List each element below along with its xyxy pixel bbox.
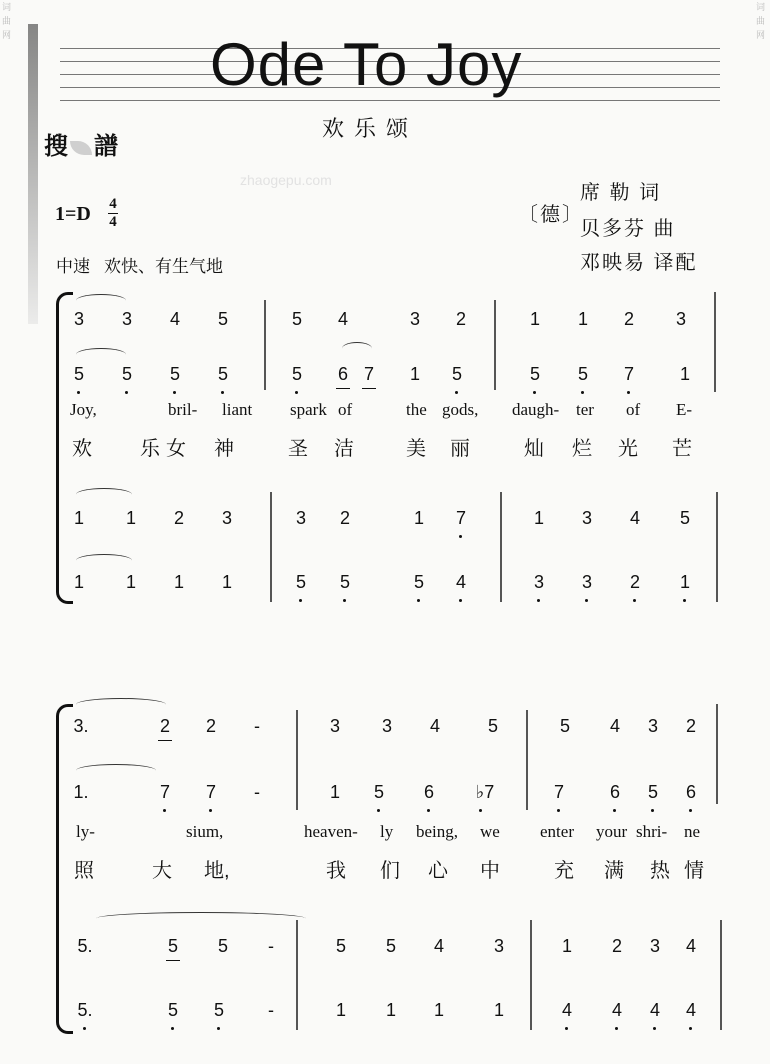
side-watermark-left: 词曲网 bbox=[2, 2, 12, 40]
note: 4 bbox=[629, 508, 640, 528]
lyric: ly- bbox=[76, 822, 95, 841]
system-2-row-4 bbox=[56, 1000, 722, 1030]
lyric: 美 bbox=[406, 438, 426, 460]
note: 5 bbox=[640, 782, 666, 803]
lyric: 心 bbox=[428, 860, 448, 882]
lyric: of bbox=[626, 400, 641, 419]
note: 2 bbox=[339, 508, 350, 528]
note: 1 bbox=[413, 508, 424, 528]
logo-left: 搜 bbox=[44, 133, 68, 160]
note: 5. bbox=[72, 1000, 98, 1021]
lyric: we bbox=[480, 822, 500, 841]
note: - bbox=[254, 716, 260, 736]
lyric: 我 bbox=[326, 860, 346, 882]
note: 7 bbox=[616, 364, 642, 385]
lyric: 欢 bbox=[72, 438, 92, 460]
note: 1 bbox=[577, 309, 588, 329]
note: 7 bbox=[152, 782, 178, 803]
note: 7 bbox=[198, 782, 224, 803]
note: 1 bbox=[409, 364, 420, 384]
site-logo bbox=[44, 126, 118, 161]
note: 6 bbox=[678, 782, 704, 803]
lyric: E- bbox=[676, 400, 693, 419]
note: 5 bbox=[162, 364, 188, 385]
lyric: gods, bbox=[442, 400, 479, 419]
lyric: 芒 bbox=[672, 438, 692, 460]
note: 4 bbox=[685, 936, 696, 956]
credit-origin: 〔德〕 bbox=[518, 204, 584, 226]
lyric: the bbox=[406, 400, 427, 419]
system-2 bbox=[56, 704, 722, 1034]
credit-translator: 邓映易 译配 bbox=[580, 252, 698, 274]
lyric: being, bbox=[416, 822, 459, 841]
note: 5 bbox=[114, 364, 140, 385]
note: 1 bbox=[561, 936, 572, 956]
lyric: 情 bbox=[684, 860, 704, 882]
lyric: Joy, bbox=[70, 400, 97, 419]
time-signature-bottom: 4 bbox=[109, 214, 117, 230]
lyric: 女 bbox=[166, 438, 186, 460]
note: 1 bbox=[529, 309, 540, 329]
note: 5 bbox=[284, 364, 310, 385]
note: 2 bbox=[152, 716, 178, 737]
credit-lyricist: 席 勒 词 bbox=[580, 182, 662, 204]
note: 5 bbox=[487, 716, 498, 736]
watermark: zhaogepu.com bbox=[240, 172, 332, 188]
note: 5 bbox=[406, 572, 432, 593]
tempo-speed: 中速 bbox=[56, 257, 90, 276]
slur bbox=[76, 554, 132, 567]
note: 5 bbox=[217, 309, 228, 329]
note: 2 bbox=[685, 716, 696, 736]
note: 6 bbox=[602, 782, 628, 803]
lyric: 丽 bbox=[450, 438, 470, 460]
note: 3 bbox=[121, 309, 132, 329]
lyric: heaven- bbox=[304, 822, 358, 841]
note: 4 bbox=[433, 936, 444, 956]
slur bbox=[76, 294, 126, 307]
song-title: Ode To Joy bbox=[210, 31, 523, 98]
lyric: 热 bbox=[650, 860, 670, 882]
lyric: 满 bbox=[604, 860, 624, 882]
slur bbox=[96, 912, 306, 925]
lyric: bril- bbox=[168, 400, 198, 419]
note: 5 bbox=[288, 572, 314, 593]
song-subtitle: 欢乐颂 bbox=[322, 116, 419, 141]
note: 5 bbox=[160, 936, 186, 957]
note: 1. bbox=[73, 782, 89, 802]
page-edge-shadow bbox=[28, 24, 38, 324]
note: 4 bbox=[554, 1000, 580, 1021]
lyric: 充 bbox=[554, 860, 574, 882]
note: 5 bbox=[559, 716, 570, 736]
key-signature: 1=D bbox=[55, 203, 91, 225]
note: 7 bbox=[546, 782, 572, 803]
time-signature bbox=[108, 196, 118, 231]
note: 5 bbox=[679, 508, 690, 528]
lyric: your bbox=[596, 822, 628, 841]
note: 1 bbox=[433, 1000, 444, 1020]
note: 2 bbox=[173, 508, 184, 528]
lyric: spark bbox=[290, 400, 327, 419]
note: 5 bbox=[522, 364, 548, 385]
logo-right: 譜 bbox=[94, 133, 118, 160]
note: 3 bbox=[329, 716, 340, 736]
lyric: shri- bbox=[636, 822, 668, 841]
note: 3 bbox=[381, 716, 392, 736]
lyric: 地, bbox=[204, 860, 230, 882]
note: 4 bbox=[337, 309, 348, 329]
system-2-row-3 bbox=[56, 936, 722, 966]
note: 5 bbox=[335, 936, 346, 956]
system-2-row-2 bbox=[56, 782, 722, 812]
note: 2 bbox=[611, 936, 622, 956]
note: 4 bbox=[642, 1000, 668, 1021]
tempo-marking bbox=[56, 252, 237, 277]
lyric: 照 bbox=[74, 860, 94, 882]
slur bbox=[76, 488, 132, 501]
note: 3 bbox=[221, 508, 232, 528]
lyric: 大 bbox=[152, 860, 172, 882]
note: 5 bbox=[206, 1000, 232, 1021]
note: 4 bbox=[609, 716, 620, 736]
note: 4 bbox=[429, 716, 440, 736]
slur bbox=[76, 348, 126, 361]
note: 5 bbox=[366, 782, 392, 803]
note: 4 bbox=[678, 1000, 704, 1021]
note: 7 bbox=[448, 508, 474, 529]
note: 1 bbox=[672, 572, 698, 593]
note: 3 bbox=[675, 309, 686, 329]
note: 1 bbox=[73, 508, 84, 528]
note: 3 bbox=[73, 309, 84, 329]
note: 5 bbox=[385, 936, 396, 956]
lyric: 中 bbox=[480, 860, 500, 882]
time-signature-top: 4 bbox=[109, 196, 117, 212]
note: 4 bbox=[448, 572, 474, 593]
lyric: liant bbox=[222, 400, 253, 419]
slur bbox=[76, 698, 166, 711]
note: - bbox=[268, 936, 274, 956]
credit-composer: 贝多芬 曲 bbox=[580, 218, 676, 240]
slur bbox=[342, 342, 372, 355]
note: 1 bbox=[221, 572, 232, 592]
note: 3 bbox=[409, 309, 420, 329]
note: 2 bbox=[455, 309, 466, 329]
note: 6 bbox=[330, 364, 356, 385]
note: 1 bbox=[125, 572, 136, 592]
note: 5 bbox=[570, 364, 596, 385]
note: 5 bbox=[444, 364, 470, 385]
lyric: ne bbox=[684, 822, 701, 841]
lyric: 乐 bbox=[140, 438, 160, 460]
system-1-row-2 bbox=[56, 364, 722, 394]
note: 3 bbox=[649, 936, 660, 956]
note: 3 bbox=[647, 716, 658, 736]
note: 5 bbox=[332, 572, 358, 593]
note: 1 bbox=[329, 782, 340, 802]
system-1-row-1 bbox=[56, 309, 722, 339]
note: 2 bbox=[205, 716, 216, 736]
note: 4 bbox=[169, 309, 180, 329]
note: 3 bbox=[493, 936, 504, 956]
note: 5 bbox=[217, 936, 228, 956]
lyric: 神 bbox=[214, 438, 234, 460]
note: 6 bbox=[416, 782, 442, 803]
note: 3. bbox=[73, 716, 89, 736]
note: 3 bbox=[574, 572, 600, 593]
note: 5 bbox=[160, 1000, 186, 1021]
lyric: ly bbox=[380, 822, 394, 841]
note: - bbox=[268, 1000, 274, 1020]
note: 2 bbox=[622, 572, 648, 593]
note: 1 bbox=[385, 1000, 396, 1020]
note: 1 bbox=[173, 572, 184, 592]
note: 3 bbox=[295, 508, 306, 528]
lyric: 烂 bbox=[572, 438, 592, 460]
system-1-row-3 bbox=[56, 508, 722, 538]
note: ♭7 bbox=[468, 782, 502, 803]
note: 1 bbox=[335, 1000, 346, 1020]
lyric: of bbox=[338, 400, 353, 419]
note: 7 bbox=[356, 364, 382, 385]
slur bbox=[76, 764, 156, 777]
note: 1 bbox=[73, 572, 84, 592]
lyric: 们 bbox=[380, 860, 400, 882]
note: 4 bbox=[604, 1000, 630, 1021]
system-2-row-1 bbox=[56, 716, 722, 746]
lyric: 灿 bbox=[524, 438, 544, 460]
lyric: 圣 bbox=[288, 438, 308, 460]
lyric: 光 bbox=[618, 438, 638, 460]
note: 3 bbox=[581, 508, 592, 528]
tempo-expression: 欢快、有生气地 bbox=[104, 257, 223, 276]
note: 5 bbox=[291, 309, 302, 329]
system-1 bbox=[56, 292, 722, 604]
note: 1 bbox=[679, 364, 690, 384]
lyric: sium, bbox=[186, 822, 224, 841]
lyric: ter bbox=[576, 400, 594, 419]
note: 2 bbox=[623, 309, 634, 329]
system-2-brace bbox=[56, 704, 73, 1034]
side-watermark-right: 词曲网 bbox=[756, 2, 766, 40]
lyric: 洁 bbox=[334, 438, 354, 460]
note: - bbox=[254, 782, 260, 802]
lyric: enter bbox=[540, 822, 574, 841]
note: 3 bbox=[526, 572, 552, 593]
system-1-row-4 bbox=[56, 572, 722, 602]
note: 1 bbox=[493, 1000, 504, 1020]
note: 5 bbox=[210, 364, 236, 385]
note: 5. bbox=[77, 936, 93, 956]
note: 1 bbox=[533, 508, 544, 528]
note: 5 bbox=[66, 364, 92, 385]
leaf-icon bbox=[70, 141, 92, 155]
lyric: daugh- bbox=[512, 400, 560, 419]
note: 1 bbox=[125, 508, 136, 528]
